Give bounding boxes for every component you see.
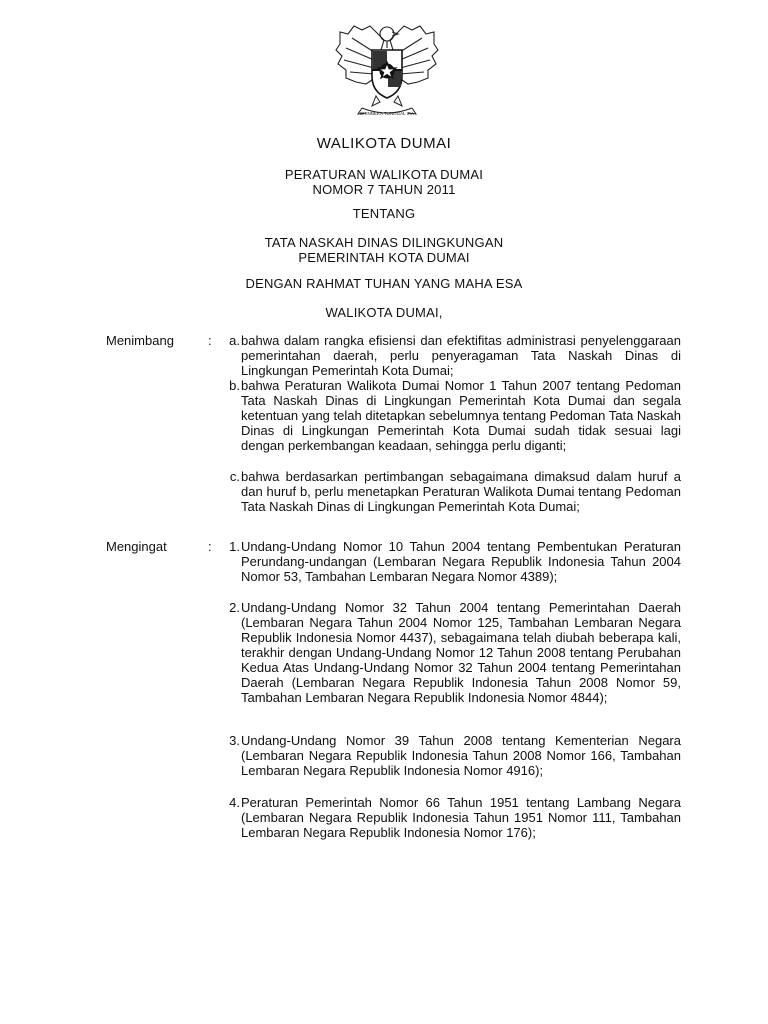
item-marker: a.: [229, 333, 240, 348]
item-marker: b.: [229, 378, 240, 393]
subject-line-1: TATA NASKAH DINAS DILINGKUNGAN: [264, 235, 504, 250]
mengingat-label: Mengingat: [106, 539, 167, 554]
item-text: Undang-Undang Nomor 39 Tahun 2008 tentang Kementerian Negara (Lembaran Negara Republik Indonesia Tahun 2008 Nomor 166, Tambahan Lembaran Negara Republik Indonesia Nomor 4916);: [241, 733, 681, 778]
subject-line-2: PEMERINTAH KOTA DUMAI: [298, 250, 470, 265]
mengingat-item-2: [216, 600, 681, 705]
item-text: bahwa Peraturan Walikota Dumai Nomor 1 Tahun 2007 tentang Pedoman Tata Naskah Dinas di Lingkungan Pemerintah Kota Dumai dan segala ketentuan yang telah ditetapkan sebelumnya tentang Pedoman Tata Naskah Dinas di Lingkungan Pemerintah Kota Dumai sudah tidak sesuai lagi dengan perkembangan keadaan, sehingga perlu diganti;: [241, 378, 681, 453]
menimbang-item-c: [216, 469, 681, 514]
item-marker: 2.: [229, 600, 240, 615]
preamble: DENGAN RAHMAT TUHAN YANG MAHA ESA: [245, 276, 523, 291]
menimbang-colon: :: [208, 333, 212, 348]
tentang-heading: TENTANG: [352, 206, 416, 221]
regulation-heading: [0, 167, 768, 197]
issuer: WALIKOTA DUMAI,: [325, 305, 443, 320]
document-title: WALIKOTA DUMAI: [316, 135, 452, 152]
garuda-emblem-icon: [332, 18, 442, 123]
regulation-subject: [0, 235, 768, 265]
mengingat-item-4: [216, 795, 681, 840]
emblem-motto: BHINNEKA TUNGGAL IKA: [359, 111, 415, 116]
item-marker: 1.: [229, 539, 240, 554]
menimbang-label: Menimbang: [106, 333, 174, 348]
item-marker: 4.: [229, 795, 240, 810]
menimbang-item-a: [216, 333, 681, 378]
regulation-name: PERATURAN WALIKOTA DUMAI: [284, 167, 484, 182]
item-text: Undang-Undang Nomor 10 Tahun 2004 tentang Pembentukan Peraturan Perundang-undangan (Lembaran Negara Republik Indonesia Tahun 2004 Nomor 53, Tambahan Lembaran Negara Nomor 4389);: [241, 539, 681, 584]
item-marker: 3.: [229, 733, 240, 748]
item-text: Peraturan Pemerintah Nomor 66 Tahun 1951 tentang Lambang Negara (Lembaran Negara Republik Indonesia Tahun 1951 Nomor 111, Tambahan Lembaran Negara Republik Indonesia Nomor 176);: [241, 795, 681, 840]
mengingat-colon: :: [208, 539, 212, 554]
item-text: Undang-Undang Nomor 32 Tahun 2004 tentang Pemerintahan Daerah (Lembaran Negara Tahun 2004 Nomor 125, Tambahan Lembaran Negara Republik Indonesia Nomor 4437), sebagaimana telah diubah beberapa kali, terakhir dengan Undang-Undang Nomor 12 Tahun 2008 tentang Perubahan Kedua Atas Undang-Undang Nomor 32 Tahun 2004 tentang Pemerintahan Daerah (Lembaran Negara Republik Indonesia Tahun 2008 Nomor 59, Tambahan Lembaran Negara Republik Indonesia Nomor 4844);: [241, 600, 681, 705]
mengingat-item-1: [216, 539, 681, 584]
item-text: bahwa dalam rangka efisiensi dan efektifitas administrasi penyelenggaraan pemerintahan daerah, perlu penyeragaman Tata Naskah Dinas di Lingkungan Pemerintah Kota Dumai;: [241, 333, 681, 378]
item-text: bahwa berdasarkan pertimbangan sebagaimana dimaksud dalam huruf a dan huruf b, perlu menetapkan Peraturan Walikota Dumai tentang Pedoman Tata Naskah Dinas di Lingkungan Pemerintah Kota Dumai;: [241, 469, 681, 514]
menimbang-item-b: [216, 378, 681, 453]
regulation-number: NOMOR 7 TAHUN 2011: [312, 182, 456, 197]
mengingat-item-3: [216, 733, 681, 778]
item-marker: c.: [229, 469, 240, 484]
